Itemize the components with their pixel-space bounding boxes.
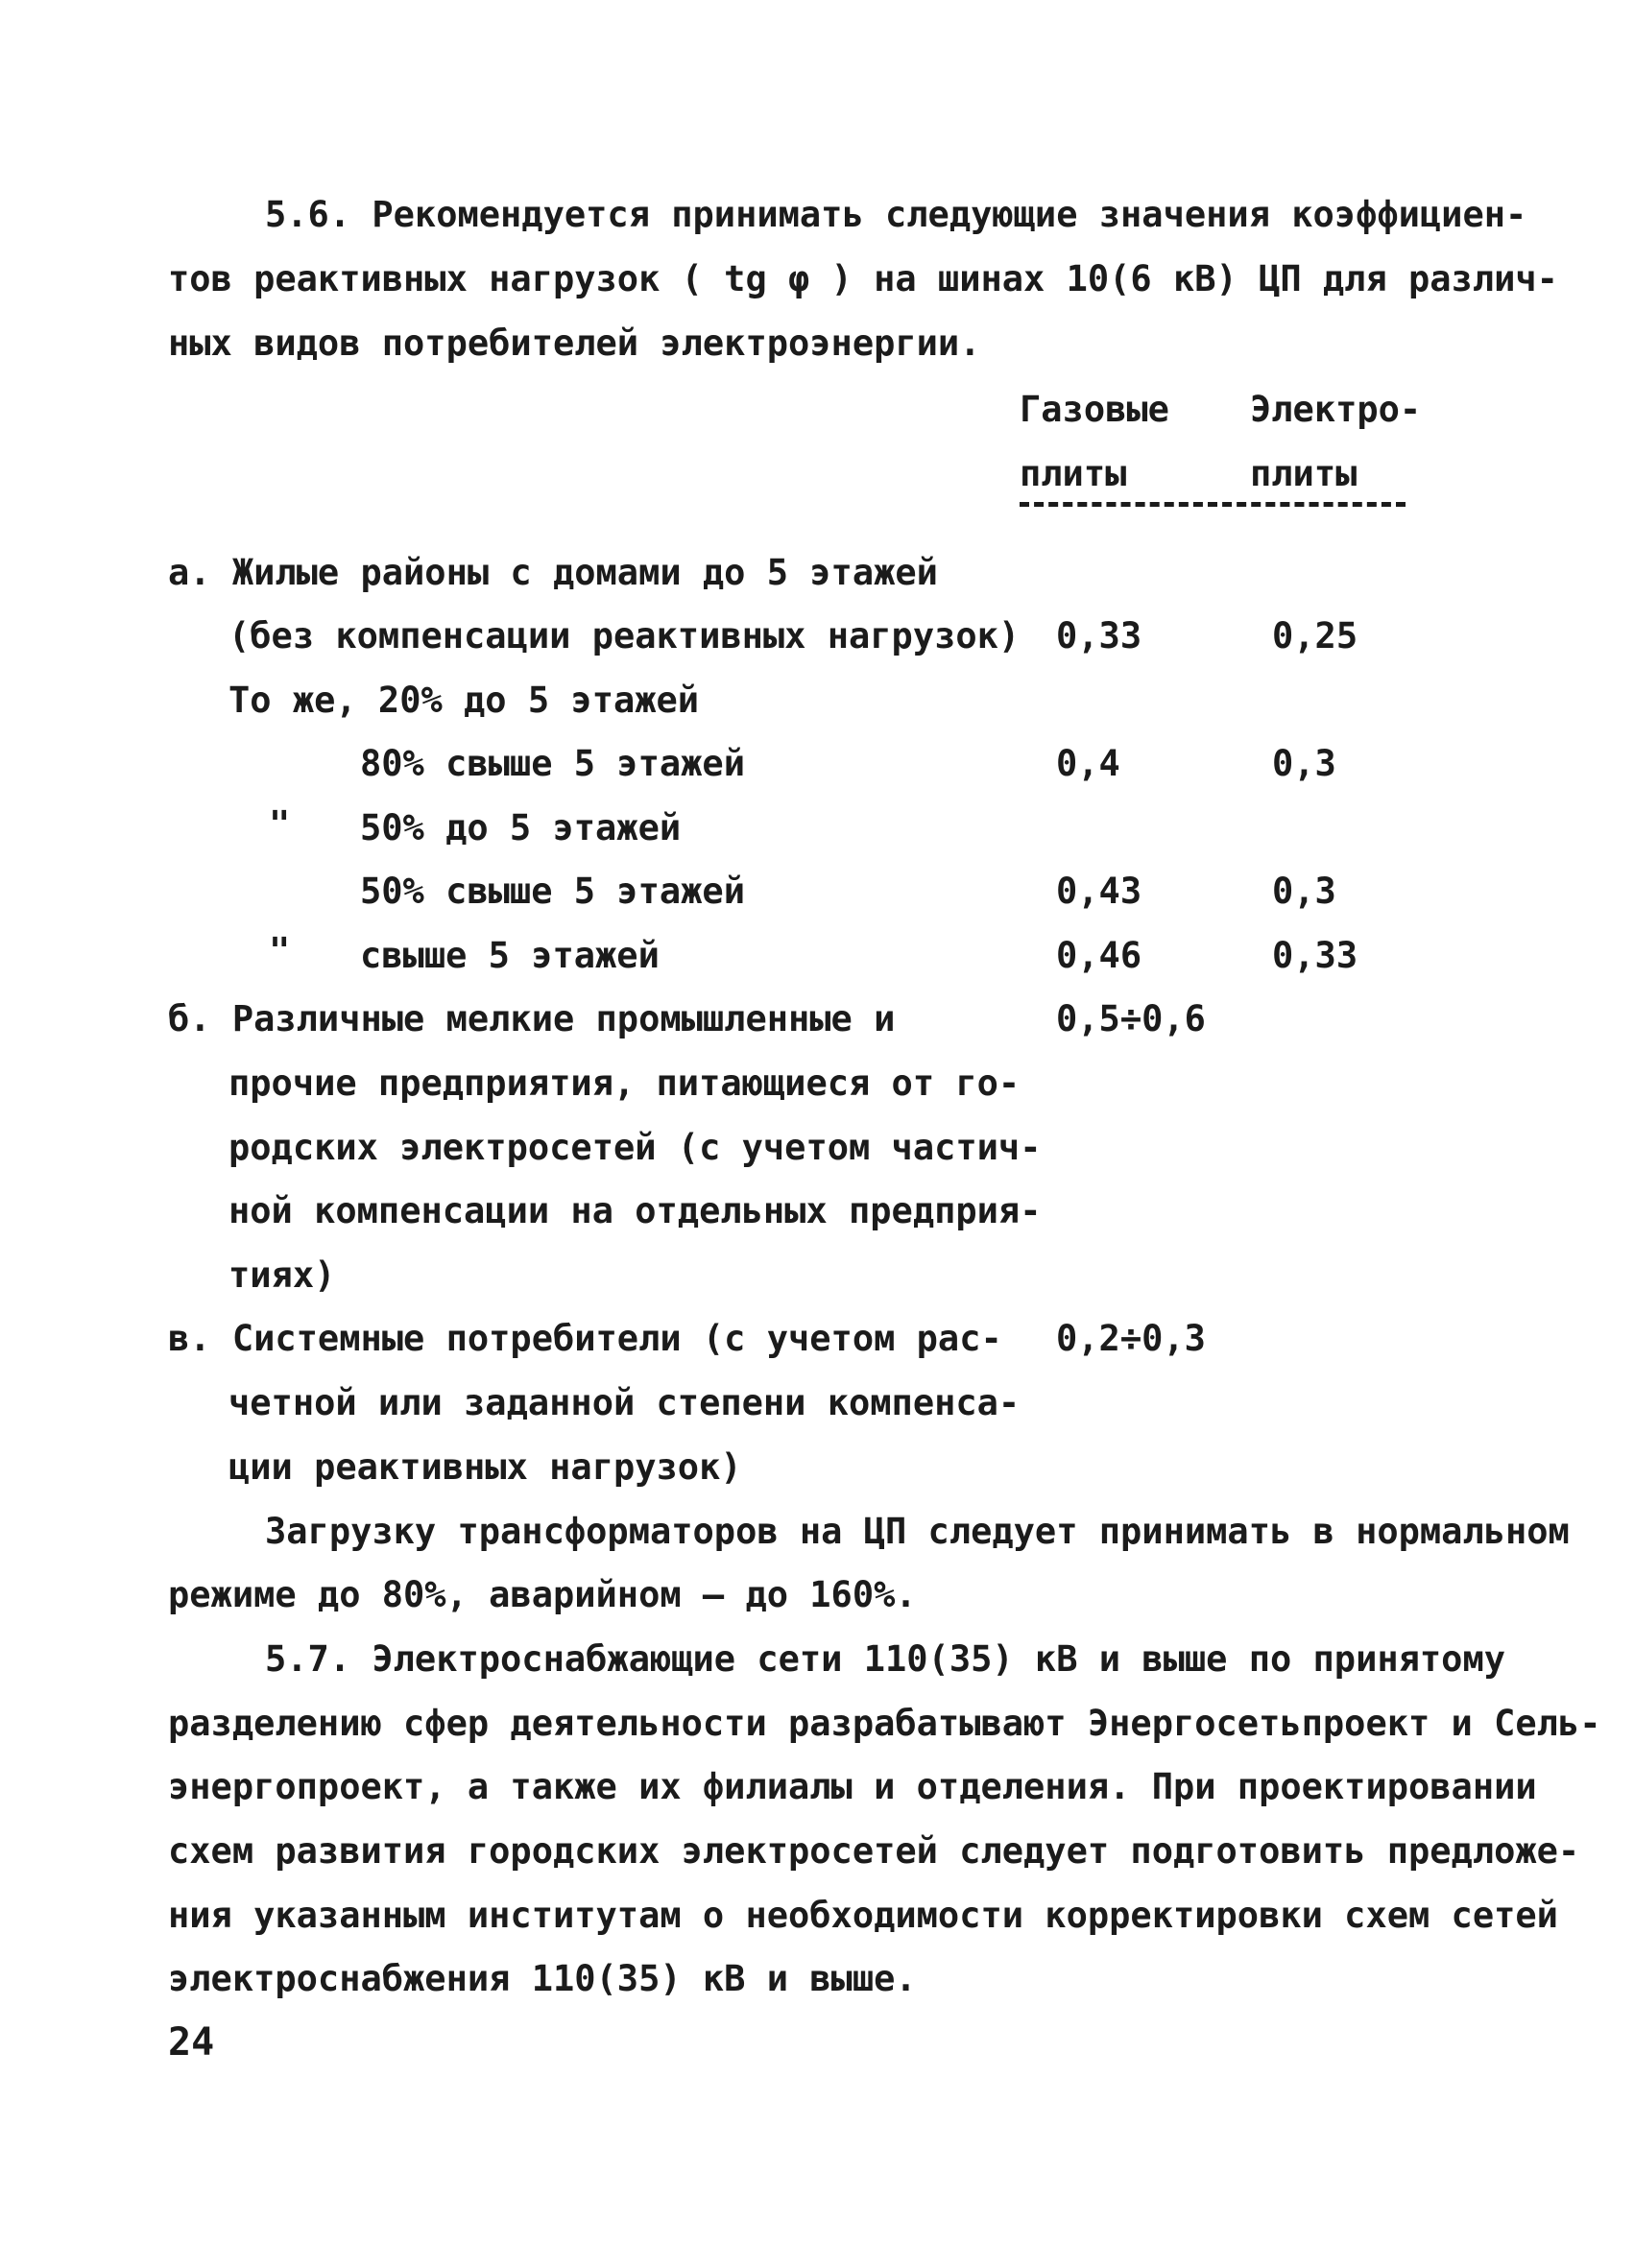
section57-line-1: 5.7. Электроснабжающие сети 110(35) кВ и выше по принятому — [265, 1638, 1506, 1680]
row-a4-el: 0,3 — [1272, 743, 1336, 784]
header-gas-line-2: плиты — [1020, 453, 1127, 494]
row-a7-label: свыше 5 этажей — [360, 935, 660, 976]
row-a6-label: 50% свыше 5 этажей — [360, 871, 745, 912]
row-a3-label: То же, 20% до 5 этажей — [228, 680, 700, 721]
load-line-1: Загрузку трансформаторов на ЦП следует принимать в нормальном — [265, 1511, 1570, 1552]
intro-line-3: ных видов потребителей электроэнергии. — [168, 322, 981, 364]
row-a2-gas: 0,33 — [1056, 615, 1142, 657]
section57-line-3: энергопроект, а также их филиалы и отделения. При проектировании — [168, 1766, 1537, 1807]
ditto-mark-1: " — [269, 803, 291, 845]
header-dashed-rule — [1020, 502, 1406, 507]
row-a4-gas: 0,4 — [1056, 743, 1120, 784]
page-number: 24 — [168, 2020, 215, 2065]
row-a7-el: 0,33 — [1272, 935, 1358, 976]
row-c-gas: 0,2÷0,3 — [1056, 1318, 1206, 1359]
section57-line-4: схем развития городских электросетей следует подготовить предложе- — [168, 1830, 1580, 1872]
row-b-label-3: родских электросетей (с учетом частич- — [228, 1127, 1042, 1168]
row-a2-el: 0,25 — [1272, 615, 1358, 657]
section57-line-2: разделению сфер деятельности разрабатывают Энергосетьпроект и Сель- — [168, 1703, 1601, 1744]
row-a2-label: (без компенсации реактивных нагрузок) — [228, 615, 1021, 657]
ditto-mark-2: " — [269, 930, 291, 971]
intro-line-2: тов реактивных нагрузок ( tg φ ) на шинах 10(6 кВ) ЦП для различ- — [168, 258, 1558, 299]
row-c-label-1: в. Системные потребители (с учетом рас- — [168, 1318, 1002, 1359]
row-a7-gas: 0,46 — [1056, 935, 1142, 976]
row-c-label-2: четной или заданной степени компенса- — [228, 1382, 1021, 1423]
load-line-2: режиме до 80%, аварийном – до 160%. — [168, 1574, 917, 1615]
row-b-label-4: ной компенсации на отдельных предприя- — [228, 1190, 1042, 1231]
section57-line-5: ния указанным институтам о необходимости корректировки схем сетей — [168, 1895, 1558, 1936]
row-b-label-5: тиях) — [228, 1254, 336, 1296]
header-electric-line-2: плиты — [1250, 453, 1358, 494]
row-a-label: а. Жилые районы с домами до 5 этажей — [168, 552, 938, 593]
row-c-label-3: ции реактивных нагрузок) — [228, 1446, 742, 1488]
header-gas-line-1: Газовые — [1020, 389, 1169, 430]
row-b-label-1: б. Различные мелкие промышленные и — [168, 998, 896, 1039]
row-a5-label: 50% до 5 этажей — [360, 807, 682, 848]
row-a4-label: 80% свыше 5 этажей — [360, 743, 745, 784]
intro-line-1: 5.6. Рекомендуется принимать следующие значения коэффициен- — [265, 194, 1527, 235]
row-a6-gas: 0,43 — [1056, 871, 1142, 912]
section57-line-6: электроснабжения 110(35) кВ и выше. — [168, 1958, 917, 1999]
row-b-gas: 0,5÷0,6 — [1056, 998, 1206, 1039]
row-a6-el: 0,3 — [1272, 871, 1336, 912]
row-b-label-2: прочие предприятия, питающиеся от го- — [228, 1062, 1021, 1104]
header-electric-line-1: Электро- — [1250, 389, 1422, 430]
